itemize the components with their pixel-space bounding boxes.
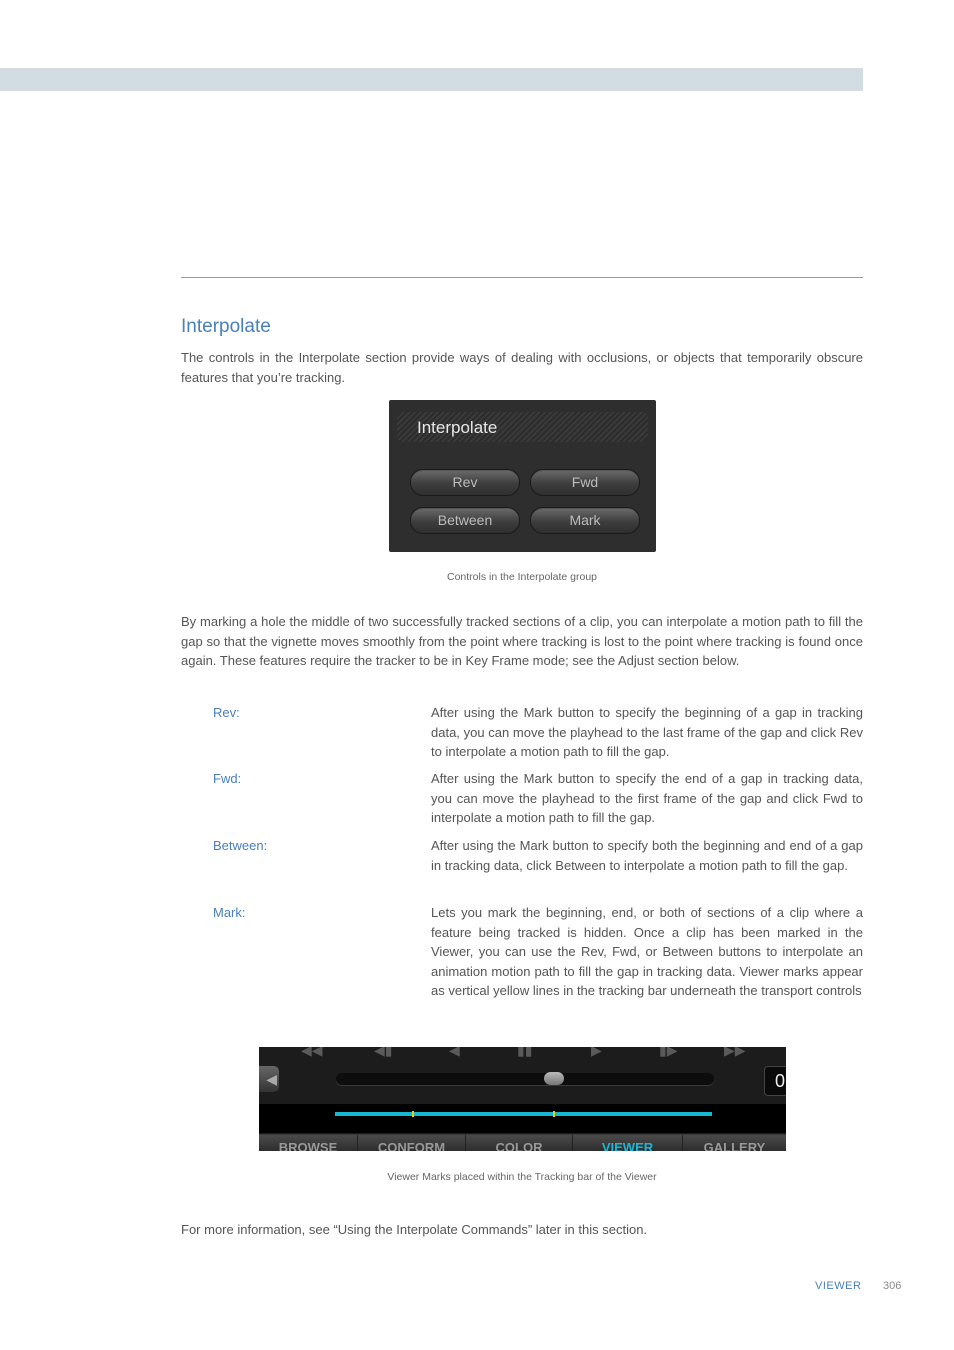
panel-header bbox=[397, 412, 648, 442]
viewer-mark bbox=[412, 1111, 414, 1117]
viewer-mark bbox=[553, 1111, 555, 1117]
page-number: 306 bbox=[883, 1280, 902, 1292]
definition-term-rev: Rev: bbox=[213, 705, 240, 720]
tracking-bar-background bbox=[259, 1104, 786, 1133]
timecode-display[interactable]: 0 bbox=[764, 1066, 786, 1096]
mark-button[interactable]: Mark bbox=[530, 507, 640, 534]
step-forward-icon[interactable]: ▮▶ bbox=[659, 1047, 678, 1058]
header-band bbox=[0, 68, 863, 91]
jog-slider-knob[interactable] bbox=[544, 1072, 564, 1085]
fast-forward-icon[interactable]: ▶▶ bbox=[724, 1047, 746, 1058]
interpolate-panel-figure bbox=[389, 400, 656, 552]
definition-text-between: After using the Mark button to specify both the beginning and end of a gap in tracking data, click Between to interpolate a motion path to fill the gap. bbox=[431, 838, 863, 873]
definition-text-rev: After using the Mark button to specify the beginning of a gap in tracking data, you can move the playhead to the last frame of the gap and click Rev to interpolate a motion path to fill the gap. bbox=[431, 705, 863, 759]
step-back-icon[interactable]: ◀▮ bbox=[374, 1047, 393, 1058]
tab-conform[interactable]: CONFORM bbox=[358, 1135, 466, 1151]
fwd-button[interactable]: Fwd bbox=[530, 469, 640, 496]
rev-button[interactable]: Rev bbox=[410, 469, 520, 496]
definition-term-fwd: Fwd: bbox=[213, 771, 242, 786]
panel-title: Interpolate bbox=[417, 418, 498, 437]
viewer-tracking-figure bbox=[259, 1047, 786, 1151]
body-paragraph: By marking a hole the middle of two successfully tracked sections of a clip, you can interpolate a motion path to fill the gap so that the vignette moves smoothly from the point where tracking is lost to the point where tracking is found once again. These features require the tracker to be in Key Frame mode; see the Adjust section below. bbox=[181, 614, 863, 668]
tab-browse[interactable]: BROWSE bbox=[259, 1135, 358, 1151]
definition-text-fwd: After using the Mark button to specify the end of a gap in tracking data, you can move the playhead to the first frame of the gap and click Fwd to interpolate a motion path to fill the gap. bbox=[431, 771, 863, 825]
figure1-caption: Controls in the Interpolate group bbox=[446, 571, 597, 583]
tab-color[interactable]: COLOR bbox=[466, 1135, 573, 1151]
jog-slider-track[interactable] bbox=[336, 1073, 714, 1085]
definition-term-mark: Mark: bbox=[213, 905, 246, 920]
section-heading: Interpolate bbox=[181, 316, 271, 337]
previous-clip-icon[interactable]: ◀ bbox=[259, 1066, 279, 1092]
rewind-icon[interactable]: ◀◀ bbox=[301, 1047, 323, 1058]
tracking-bar[interactable] bbox=[335, 1112, 712, 1116]
footer-section-name: VIEWER bbox=[815, 1280, 862, 1292]
closing-paragraph: For more information, see “Using the Interpolate Commands” later in this section. bbox=[181, 1222, 648, 1237]
tab-viewer[interactable]: VIEWER bbox=[573, 1135, 683, 1151]
tab-gallery[interactable]: GALLERY bbox=[683, 1135, 786, 1151]
play-reverse-icon[interactable]: ◀ bbox=[449, 1047, 460, 1058]
section-divider bbox=[181, 277, 863, 278]
between-button[interactable]: Between bbox=[410, 507, 520, 534]
play-icon[interactable]: ▶ bbox=[591, 1047, 602, 1058]
figure2-caption: Viewer Marks placed within the Tracking bar of the Viewer bbox=[387, 1171, 657, 1183]
definition-term-between: Between: bbox=[213, 838, 268, 853]
intro-paragraph: The controls in the Interpolate section provide ways of dealing with occlusions, or objects that temporarily obscure features that you’re tracking. bbox=[181, 350, 863, 385]
definition-text-mark: Lets you mark the beginning, end, or both of sections of a clip where a feature being tracked is hidden. Once a clip has been marked in the Viewer, you can use the Rev, Fwd, or Between buttons to interpolate an animation motion path to fill the gap in tracking data. Viewer marks appear as vertical yellow lines in the tracking bar underneath the transport controls bbox=[431, 905, 863, 998]
pause-icon[interactable]: ▮▮ bbox=[517, 1047, 533, 1058]
